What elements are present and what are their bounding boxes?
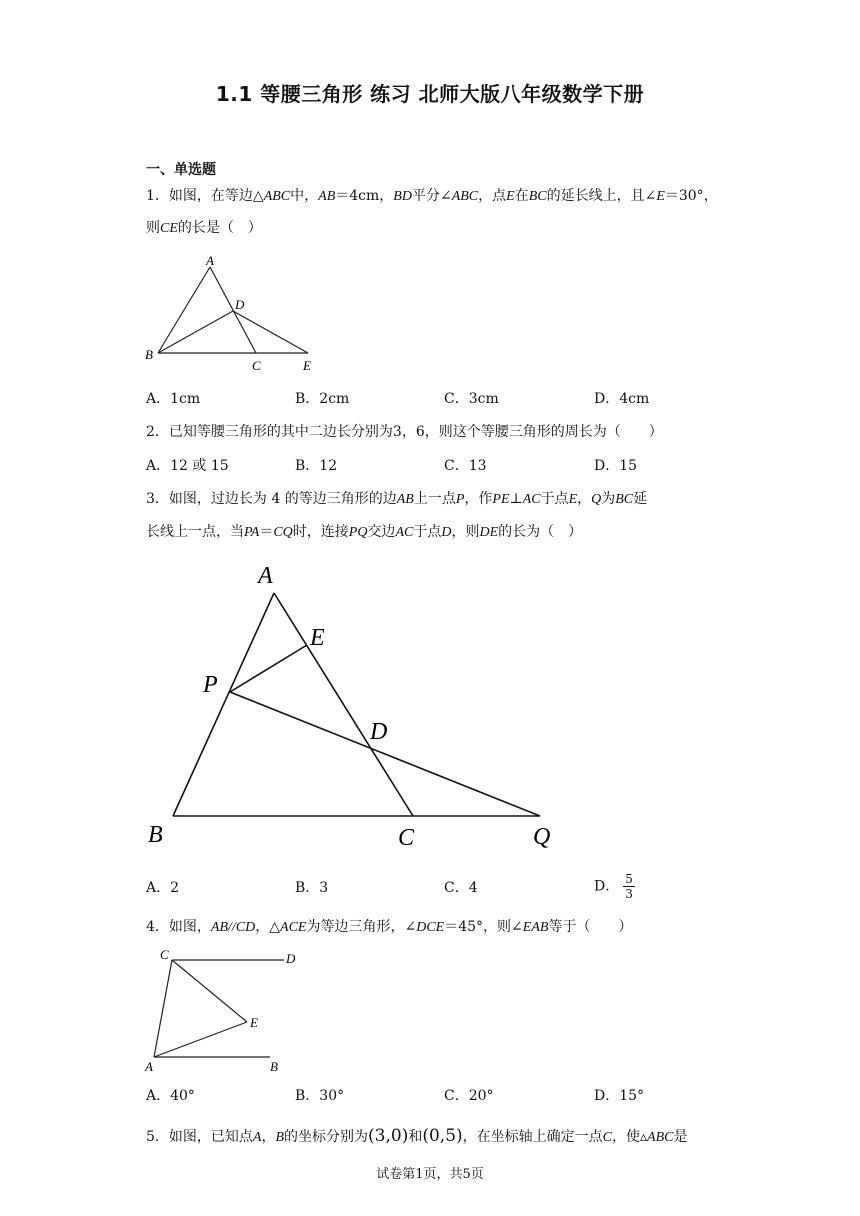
q3-var: AC (395, 525, 414, 540)
q3-text: 的长为（ ） (498, 524, 583, 540)
q4-var: DCE (416, 920, 445, 935)
q1-text: ＝30°， (664, 188, 718, 204)
q4-var: // (228, 920, 236, 935)
q5-coordinate-a: (3,0) (368, 1126, 409, 1146)
q4-text: ，△ (255, 919, 281, 935)
q1-label-e: E (303, 358, 311, 373)
q1-text: 的长是（ ） (177, 220, 262, 236)
q4-text: 为等边三角形，∠ (306, 919, 417, 935)
q3-label-a: A (258, 563, 273, 589)
q3-var: DE (479, 525, 499, 540)
q4-figure (140, 945, 310, 1080)
q1-var: BD (393, 189, 412, 204)
q1-text: 平分∠ (411, 188, 452, 204)
q1-text: ＝4cm， (335, 188, 394, 204)
q4-segment-ce (172, 960, 247, 1022)
q3-label-d: D (370, 719, 388, 745)
fraction-numerator: 5 (625, 872, 633, 886)
q1-label-b: B (145, 347, 153, 362)
q1-option-d[interactable]: D．4cm (594, 391, 650, 407)
q2-option-a[interactable]: A．12 或 15 (146, 458, 229, 474)
q3-var: PQ (348, 525, 368, 540)
q5-text: 和 (408, 1129, 423, 1145)
q3-text: 于点 (540, 491, 569, 507)
q4-var: EAB (522, 920, 549, 935)
page-footer: 试卷第1页，共5页 (376, 1167, 484, 1182)
q3-option-d-label: D． (594, 878, 620, 895)
q1-text: 中， (290, 188, 319, 204)
q3-var: D (441, 525, 452, 540)
q3-text: ，作 (464, 491, 493, 507)
q3-text: ，则 (451, 524, 480, 540)
q3-figure (140, 555, 570, 860)
q1-var: BC (528, 189, 547, 204)
q4-text: 4．如图， (146, 919, 211, 935)
page-title: 1.1 等腰三角形 练习 北师大版八年级数学下册 (215, 82, 645, 106)
q3-option-d[interactable] (594, 872, 635, 901)
q2-option-b[interactable]: B．12 (295, 458, 338, 474)
q1-text: 在 (514, 188, 529, 204)
q4-option-b[interactable]: B．30° (295, 1088, 345, 1104)
q5-text: 是 (673, 1129, 688, 1145)
q3-text: 上一点 (413, 491, 456, 507)
q3-var: BC (615, 492, 634, 507)
q1-var: AB (318, 189, 336, 204)
q5-stem (146, 1126, 687, 1148)
q3-text: 交边 (367, 524, 396, 540)
q1-var: ABC (451, 189, 479, 204)
q3-text: ， (577, 491, 592, 507)
q4-label-d: D (286, 951, 296, 966)
q5-var: C (602, 1130, 613, 1145)
q5-text: ，在坐标轴上确定一点 (462, 1129, 603, 1145)
q3-var: AC (522, 492, 541, 507)
q1-var: ABC (263, 189, 291, 204)
q1-text: 的延长线上，且∠ (546, 188, 657, 204)
q4-text: 等于（ ） (548, 919, 633, 935)
q3-var: PA (244, 525, 260, 540)
q3-text: 为 (601, 491, 616, 507)
q5-text: ，使 (612, 1129, 641, 1145)
q3-text: 长线上一点，当 (146, 524, 244, 540)
q3-label-q: Q (533, 824, 551, 850)
q1-segment-bd (158, 311, 233, 353)
q1-label-a: A (206, 253, 214, 268)
q2-option-d[interactable]: D．15 (594, 458, 638, 474)
q5-text: ， (261, 1129, 276, 1145)
q3-text: 于点 (413, 524, 442, 540)
q3-segment-pq (230, 692, 540, 816)
q3-text: 时，连接 (292, 524, 349, 540)
q3-label-p: P (203, 672, 218, 698)
q4-label-c: C (160, 947, 169, 962)
q1-text: 则 (146, 220, 160, 236)
q2-option-c[interactable]: C．13 (444, 458, 487, 474)
q5-var: A (252, 1130, 262, 1145)
q5-var: B (275, 1130, 285, 1145)
q3-option-d-fraction (623, 872, 635, 901)
q1-var: CE (160, 221, 178, 236)
q4-segment-ac (154, 960, 172, 1057)
q1-var: E (506, 189, 515, 204)
q5-text: 5．如图，已知点 (146, 1129, 253, 1145)
q3-var: PE (492, 492, 510, 507)
q4-option-a[interactable]: A．40° (146, 1088, 195, 1104)
q5-coordinate-b: (0,5) (422, 1126, 463, 1146)
q1-label-c: C (252, 358, 261, 373)
q1-label-d: D (235, 297, 245, 312)
q3-var: Q (591, 492, 602, 507)
q3-var: P (455, 492, 465, 507)
q4-var: CD (235, 920, 256, 935)
q3-stem-line2 (146, 522, 582, 543)
q3-segment-ab (173, 593, 274, 816)
q5-var: ▵ABC (640, 1130, 674, 1145)
q3-label-e: E (310, 625, 325, 651)
q4-segment-ae (154, 1022, 247, 1057)
q4-option-d[interactable]: D．15° (594, 1088, 645, 1104)
q1-text: ，点 (478, 188, 507, 204)
q1-option-c[interactable]: C．3cm (444, 391, 499, 407)
q3-text: ⊥ (509, 491, 523, 507)
q3-text: 3．如图，过边长为 4 的等边三角形的边 (146, 491, 397, 507)
q1-stem-line2 (146, 218, 262, 239)
q1-option-b[interactable]: B．2cm (295, 391, 350, 407)
q1-var: E (656, 189, 665, 204)
q4-label-a: A (145, 1059, 153, 1074)
q1-segment-ab (158, 267, 210, 353)
q3-option-a[interactable]: A．2 (146, 880, 180, 896)
q3-var: CQ (273, 525, 293, 540)
q3-text: ＝ (259, 524, 274, 540)
fraction-denominator: 3 (625, 887, 633, 901)
q5-text: 的坐标分别为 (284, 1129, 369, 1145)
section-heading: 一、单选题 (146, 162, 216, 178)
q4-label-e: E (250, 1015, 258, 1030)
q4-text: ＝45°，则∠ (444, 919, 523, 935)
q1-option-a[interactable]: A．1cm (146, 391, 201, 407)
q3-text: 延 (633, 491, 648, 507)
q3-var: E (568, 492, 578, 507)
q3-label-c: C (398, 825, 415, 851)
q3-segment-pe (230, 645, 307, 692)
q1-figure (140, 252, 340, 377)
q4-stem (146, 917, 632, 938)
q3-segment-ac (274, 593, 413, 816)
q1-segment-ac (210, 267, 256, 353)
q3-option-c[interactable]: C．4 (444, 880, 478, 896)
q3-var: AB (396, 492, 414, 507)
q3-label-b: B (148, 822, 163, 848)
q1-stem-line1 (146, 186, 718, 207)
q1-text: 1．如图，在等边△ (146, 188, 264, 204)
q3-stem-line1 (146, 489, 647, 510)
q4-label-b: B (270, 1059, 278, 1074)
q4-option-c[interactable]: C．20° (444, 1088, 494, 1104)
q3-option-b[interactable]: B．3 (295, 880, 329, 896)
q4-var: ACE (280, 920, 307, 935)
q2-stem: 2．已知等腰三角形的其中二边长分别为3，6，则这个等腰三角形的周长为（ ） (146, 424, 663, 440)
q4-var: AB (210, 920, 229, 935)
